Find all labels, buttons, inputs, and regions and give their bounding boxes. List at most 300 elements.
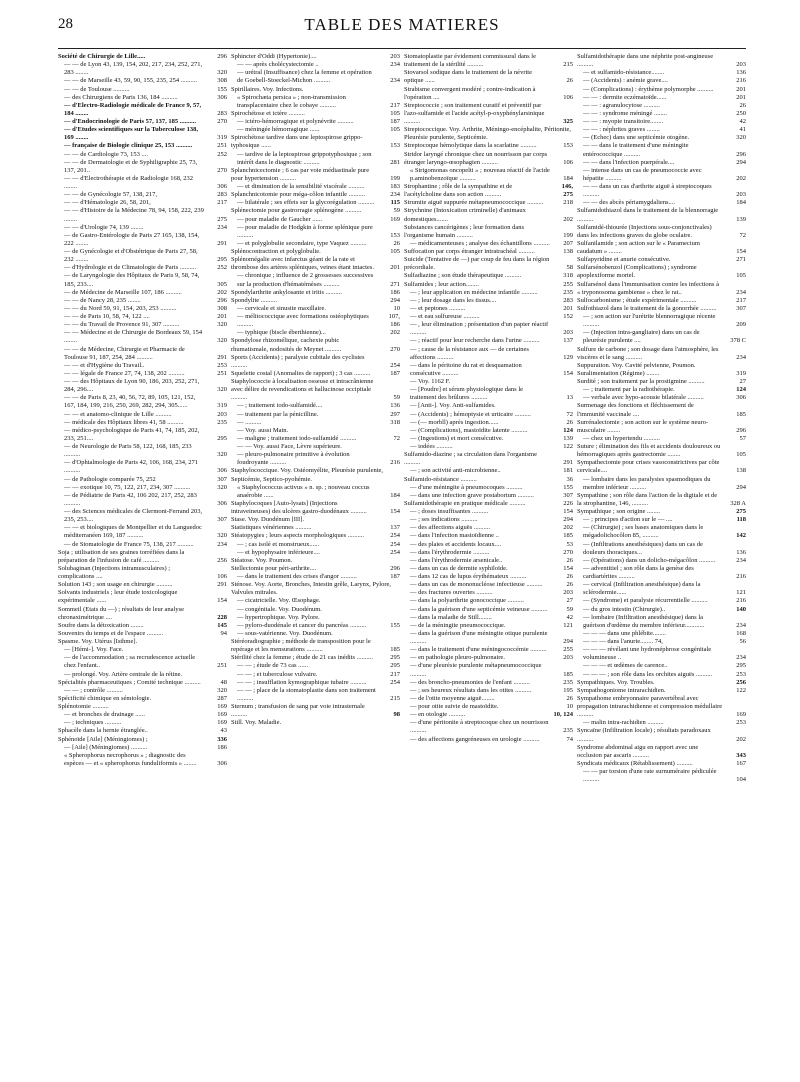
index-entry [231, 240, 400, 248]
index-entry [577, 516, 746, 524]
index-entry [577, 443, 746, 459]
entry-page-ref: 328 A [730, 499, 746, 507]
index-entry [58, 297, 227, 305]
index-entry [404, 532, 573, 540]
entry-term: — sous-vatérienne. Voy. Duodénum. [237, 629, 333, 637]
entry-term: — — légale de France 27, 74, 138, 202 .......... [64, 369, 185, 377]
entry-page-ref: 216 [736, 77, 746, 85]
index-entry [58, 541, 227, 549]
entry-term: — bilatérale ; ses effets sur la glycorégulation .......... [237, 199, 375, 207]
entry-term: Streptocoque hémolytique dans la scarlatine .......... [404, 142, 537, 150]
entry-page-ref: 320 [217, 321, 227, 329]
entry-page-ref: 43 [220, 727, 227, 735]
index-entry [404, 142, 573, 150]
index-entry [404, 500, 573, 508]
index-entry [231, 313, 400, 329]
index-entry [404, 305, 573, 313]
index-entry [404, 606, 573, 614]
entry-term: Sulfamido-diazine ; sa circulation dans l'organisme .......... [404, 451, 538, 467]
index-entry [231, 289, 400, 297]
index-entry [577, 264, 746, 280]
entry-term: — chronique ; influence de 2 grossesses successives sur la production d'hématémèses .......... [237, 272, 374, 288]
entry-page-ref: 201 [390, 264, 400, 272]
index-entry [58, 248, 227, 264]
entry-term: — ; son action sur l'urétrite blennorragique récente .......... [583, 313, 716, 329]
entry-term: — — ; contrôle .......... [64, 686, 123, 694]
entry-term: — dans la guérison d'une septicémie veineuse .......... [410, 605, 548, 613]
entry-page-ref: 26 [566, 77, 573, 85]
entry-term: Strumite aiguë suppurée métapneumococcique .......... [404, 199, 544, 207]
entry-page-ref: 169 [217, 719, 227, 727]
index-entry [231, 549, 400, 557]
entry-term: Syncaïne (Infiltration locale) ; résultats paradoxaux .......... [577, 727, 711, 743]
entry-term: — lombaire dans les paralysies spasmodiques du membre inférieur .......... [583, 475, 711, 491]
entry-term: — des affections aiguës .......... [410, 524, 491, 532]
index-entry [58, 86, 227, 94]
entry-term: — de la méningite pneumococcique. [410, 621, 506, 629]
index-entry [58, 394, 227, 410]
entry-page-ref: 185 [563, 670, 573, 678]
entry-page-ref: 57 [739, 434, 746, 442]
index-entry [58, 411, 227, 419]
entry-page-ref: 307 [217, 516, 227, 524]
entry-page-ref: 26 [566, 581, 573, 589]
entry-page-ref: 203 [217, 410, 227, 418]
entry-page-ref: 115 [390, 199, 400, 207]
entry-page-ref: 234 [390, 191, 400, 199]
entry-term: Syndrome abdominal aigu en rapport avec une occlusion par ascaris .......... [577, 743, 699, 759]
entry-term: — (Injection intra-gangliaire) dans un cas de pleurésie purulente .... [583, 329, 700, 345]
entry-term: Surmenage des fonctions et fléchissement de l'immunité vaccinale .... [577, 402, 694, 418]
entry-term: — de Gynécologie et d'Obstétrique de Paris 27, 58, 232 ........ [64, 248, 198, 264]
entry-term: — Voy. aussi Main. [237, 426, 289, 434]
index-entry [231, 524, 400, 532]
entry-term: — — du Travail de Provence 91, 307 .......... [64, 321, 180, 329]
entry-page-ref: 235 [563, 288, 573, 296]
index-entry [231, 354, 400, 370]
index-entry [231, 671, 400, 679]
entry-term: Sympathome embryonnaire paravertébral avec propagation intrarachidienne et compression médullaire .......... [577, 694, 723, 719]
index-entry [58, 346, 227, 362]
index-entry [577, 614, 746, 630]
index-entry [404, 313, 573, 321]
entry-page-ref: 187 [390, 369, 400, 377]
entry-page-ref: 155 [563, 483, 573, 491]
index-entry [231, 703, 400, 719]
entry-page-ref: 217 [217, 199, 227, 207]
entry-page-ref: 154 [390, 508, 400, 515]
entry-term: Sulfamidothérapie en pratique médicale .......... [404, 499, 526, 507]
entry-term: Solubaginan (Injections intramusculaires) ; complications .... [58, 564, 171, 580]
entry-page-ref: 318 [390, 418, 400, 426]
index-columns [58, 53, 746, 784]
entry-page-ref: 320 [217, 451, 227, 459]
entry-page-ref: 251 [217, 662, 227, 670]
index-entry [404, 630, 573, 646]
entry-term: Sports (Accidents) ; paralysie cubitale des cyclistes .......... [231, 353, 365, 369]
index-entry [404, 687, 573, 695]
index-entry [577, 646, 746, 662]
index-entry [231, 370, 400, 378]
entry-page-ref: 72 [739, 231, 746, 239]
index-entry [231, 435, 400, 443]
entry-page-ref: 291 [217, 581, 227, 589]
index-entry [404, 346, 573, 362]
entry-term: — ; cas isolé et monstrueux...... [237, 540, 320, 548]
entry-term: Spondylite .......... [231, 296, 278, 304]
entry-term: — — des abcès périamygdaliens.... [583, 199, 676, 207]
entry-page-ref: 202 [390, 329, 400, 337]
entry-page-ref: 307 [217, 475, 227, 483]
entry-term: — (Infiltrations anesthésiques) dans un cas de douleurs thoraciques... [583, 540, 703, 556]
entry-page-ref: 56 [739, 638, 746, 645]
index-entry [404, 443, 573, 451]
index-entry [404, 240, 573, 248]
index-entry [404, 646, 573, 654]
entry-page-ref: 59 [566, 605, 573, 613]
entry-term: — d'Hydrologie et de Climatologie de Paris .......... [64, 264, 197, 272]
index-entry [58, 419, 227, 427]
index-entry [577, 638, 746, 646]
entry-term: Splénocontraction et polyglobulie. [231, 248, 321, 255]
index-entry [58, 142, 227, 150]
entry-page-ref: 234 [390, 61, 400, 69]
entry-page-ref: 215 [563, 61, 573, 69]
index-column [231, 53, 400, 784]
index-entry [58, 727, 227, 735]
entry-page-ref: 306 [217, 759, 227, 767]
entry-term: Spirillaires. Voy. Infections. [231, 85, 304, 93]
index-entry [231, 443, 400, 451]
index-entry [58, 695, 227, 703]
entry-term: — (Echec) dans une septicémie otogène. [583, 134, 690, 142]
entry-term: — (Syndrome) et paralysie récurrentielle .......... [583, 597, 708, 605]
index-entry [577, 687, 746, 695]
entry-term: — ; son activité anti-microbienne.. [410, 467, 501, 475]
entry-term: — — d'Hématologie 26, 58, 201, [64, 199, 151, 207]
entry-term: — et bronches de drainage ...... [64, 711, 146, 719]
entry-term: — — de Cardiologie 73, 153 .... [64, 150, 148, 158]
entry-term: Stase. Voy. Duodénum [III]. [231, 516, 304, 524]
header-rule [58, 48, 746, 49]
entry-page-ref: 306 [217, 183, 227, 190]
entry-term: — — d'Histoire de la Médecine 78, 94, 158, 222, 239 ........ [64, 207, 204, 223]
index-entry [231, 597, 400, 605]
entry-page-ref: 94 [220, 629, 227, 637]
entry-term: — — ; étude de 73 cas ...... [237, 662, 308, 670]
index-entry [577, 541, 746, 557]
entry-term: — — Voy. aussi Face, Lèvre supérieure. [237, 443, 342, 450]
index-entry [58, 207, 227, 223]
entry-term: — — de Lyon 43, 139, 154, 202, 217, 234, 252, 271, 283 ........ [64, 61, 203, 77]
index-entry [58, 224, 227, 232]
index-column [577, 53, 746, 784]
entry-term: — et hypophysaire inférieure.... [237, 548, 320, 556]
entry-page-ref: 275 [217, 215, 227, 223]
index-entry [58, 459, 227, 475]
entry-page-ref: 26 [739, 101, 746, 109]
entry-term: — — de Marseille 43, 59, 90, 155, 235, 254 .......... [64, 77, 198, 85]
index-entry [577, 557, 746, 565]
entry-term: Sympathogoniome intrarachidien. [577, 686, 666, 694]
entry-page-ref: 226 [563, 499, 573, 507]
entry-term: — — de Nancy 28, 235 ........ [64, 296, 141, 304]
index-entry [231, 118, 400, 126]
entry-page-ref: 187 [390, 118, 400, 125]
entry-term: — lombaire (Infiltration anesthésique) dans la guérison d'œdème du membre inférieur............ [583, 613, 705, 629]
entry-term: — — : myopie transitoire........ [583, 118, 664, 125]
index-entry [58, 272, 227, 288]
index-entry [577, 329, 746, 345]
entry-page-ref: 26 [566, 573, 573, 580]
entry-page-ref: 307 [563, 491, 573, 499]
entry-page-ref: 250 [736, 109, 746, 117]
entry-term: — dans l'érythrodermie arsenicale.. [410, 556, 503, 564]
entry-term: — verbale avec hypo-acousie bilatérale .......... [583, 394, 704, 402]
index-entry [231, 573, 400, 581]
index-entry [58, 289, 227, 297]
entry-term: — intense dans un cas de pneumococcie avec hépatite .......... [583, 166, 702, 182]
index-entry [58, 565, 227, 581]
index-entry [231, 662, 400, 670]
entry-term: — d'Etudes scientifiques sur la Tuberculose 138, 169 ........ [64, 126, 198, 142]
entry-page-ref: 234 [217, 223, 227, 231]
index-entry [231, 151, 400, 167]
entry-term: Sulfamides ; leur action........ [404, 280, 479, 288]
entry-page-ref: 234 [736, 654, 746, 662]
index-entry [404, 484, 573, 492]
index-entry [58, 646, 227, 654]
entry-term: — des plaies et accidents locaux.... [410, 540, 502, 548]
entry-page-ref: 217 [736, 296, 746, 304]
entry-page-ref: 271 [390, 280, 400, 288]
index-entry [58, 549, 227, 565]
entry-page-ref: 209 [736, 321, 746, 329]
entry-term: — — — et œdèmes de carence.. [583, 662, 668, 670]
entry-term: — ; leur application en médecine infantile .......... [410, 288, 538, 296]
entry-term: — (Opérations) dans un dolicho-mégacôlon .......... [583, 556, 716, 564]
entry-page-ref: 203 [563, 589, 573, 597]
entry-term: — de Stomatologie de France 75, 138, 217 .......... [64, 540, 194, 548]
entry-term: — iodées .......... [410, 443, 453, 450]
entry-page-ref: 10, 124 [553, 711, 573, 719]
entry-page-ref: 297 [390, 410, 400, 418]
index-entry [58, 264, 227, 272]
index-entry [577, 727, 746, 743]
entry-term: Sulfothiazol dans le traitement de la gonorrhée .......... [577, 304, 717, 312]
index-entry [58, 589, 227, 605]
entry-term: — en pathologie pleuro-pulmonaire. [410, 654, 505, 662]
entry-term: — des broncho-pneumonies de l'enfant .......... [410, 678, 530, 686]
index-entry [58, 736, 227, 744]
index-entry [404, 427, 573, 435]
entry-page-ref: 138 [563, 248, 573, 255]
entry-page-ref: 186 [390, 288, 400, 296]
entry-page-ref: 217 [390, 101, 400, 109]
index-entry [58, 370, 227, 378]
entry-term: Splanchnicectomie ; 6 cas par voie médiastinale pure pour hypertension .......... [231, 166, 370, 182]
entry-term: — — exotique 10, 75, 122, 217, 234, 307 .......... [64, 483, 191, 491]
index-entry [231, 606, 400, 614]
entry-page-ref: 207 [563, 239, 573, 247]
index-entry [404, 557, 573, 565]
index-entry [231, 126, 400, 134]
index-entry [231, 451, 400, 467]
entry-term: Splénomégalie avec infarctus géant de la rate et thrombose des artères spléniques, veines étant intactes. [231, 256, 374, 272]
entry-term: Sulfocarbonisme ; étude expérimentale .......... [577, 296, 697, 304]
entry-term: — de Gastro-Entérologie de Paris 27 165, 138, 154, 222 ........ [64, 231, 200, 247]
entry-page-ref: 252 [217, 150, 227, 158]
entry-term: — médicale des Hôpitaux libres 41, 58 .......... [64, 418, 184, 426]
entry-term: Staphylococcique. Voy. Ostéomyélite, Pleurésie purulente, Septicémie, Septico-pyohémie. [231, 467, 384, 483]
index-entry [231, 94, 400, 110]
entry-page-ref: 185 [390, 646, 400, 654]
entry-term: — (Accidents) : anémie grave.... [583, 77, 668, 85]
entry-page-ref: 27 [566, 597, 573, 605]
index-entry [404, 419, 573, 427]
index-entry [404, 199, 573, 207]
entry-page-ref: 107, 186 [388, 313, 400, 329]
index-entry [404, 581, 573, 589]
entry-page-ref: 306 [736, 394, 746, 402]
index-entry [231, 638, 400, 654]
index-entry [231, 329, 400, 337]
index-entry [577, 126, 746, 134]
index-entry [58, 606, 227, 622]
index-entry [58, 581, 227, 589]
entry-page-ref: 53 [566, 540, 573, 548]
entry-term: Sulfamidothérapie dans une néphrite post-angineuse .......... [577, 53, 714, 69]
entry-page-ref: 216 [736, 597, 746, 605]
entry-page-ref: 287 [217, 694, 227, 702]
index-entry [577, 362, 746, 370]
index-entry [577, 402, 746, 418]
index-entry [58, 630, 227, 638]
entry-term: Stéatopygies ; leurs aspects morphologiques .......... [231, 532, 365, 540]
index-entry [58, 61, 227, 77]
entry-term: — — Médecine et de Chirurgie de Bordeaux 59, 154 ........ [64, 329, 203, 345]
entry-term: Sulfarsénobenzol (Complications) ; syndrome apoplexiforme mortel. [577, 264, 697, 280]
entry-page-ref: 42 [566, 613, 573, 621]
entry-page-ref: 169 [390, 215, 400, 223]
index-entry [577, 719, 746, 727]
entry-term: — de Neurologie de Paris 58, 122, 168, 185, 233 .......... [64, 443, 192, 459]
index-entry [577, 370, 746, 378]
entry-term: — — — révélant une hydronéphrose congénitale volumineuse .. [583, 646, 712, 662]
entry-term: Strophantine ; rôle de la sympathine et de l'acétylcholine dans son action .......... [404, 183, 513, 199]
entry-page-ref: 59 [393, 394, 400, 402]
entry-term: — (Ingestions) et mort consécutive. [410, 434, 504, 442]
index-entry [58, 159, 227, 175]
index-entry [577, 159, 746, 167]
entry-term: — — : néphrites graves ........ [583, 126, 660, 134]
entry-term: — des fractures ouvertes .......... [410, 589, 493, 597]
entry-term: — et eau sulfureuse .......... [410, 313, 480, 320]
entry-term: — tardive de la leptospirose grippotyphosique ; son intérêt dans le diagnostic .......... [237, 150, 372, 166]
index-entry [58, 752, 227, 768]
entry-page-ref: 203 [563, 654, 573, 662]
entry-page-ref: 256 [217, 556, 227, 564]
index-entry [231, 565, 400, 573]
entry-term: — hypertrophique. Voy. Pylore. [237, 613, 320, 621]
index-entry [577, 110, 746, 118]
entry-page-ref: 106 [563, 158, 573, 166]
entry-term: — [Poudre] et sérum physiologique dans le traitement des brûlures .......... [410, 386, 524, 402]
entry-page-ref: 217 [390, 670, 400, 678]
index-entry [404, 654, 573, 662]
index-entry [58, 102, 227, 118]
entry-page-ref: 183 [390, 183, 400, 190]
index-column [404, 53, 573, 784]
index-entry [577, 313, 746, 329]
entry-page-ref: 201 [217, 313, 227, 320]
entry-page-ref: 307 [736, 304, 746, 312]
entry-page-ref: 291 [217, 239, 227, 247]
entry-term: Sulfapyridine et anurie consécutive. [577, 256, 671, 264]
entry-page-ref: 145 [217, 621, 227, 629]
entry-term: Surrénalectomie ; son action sur le système neuro-musculaire ........ [577, 418, 709, 434]
entry-page-ref: 203 [390, 53, 400, 60]
entry-term: Société de Chirurgie de Lille..... [58, 53, 146, 60]
entry-page-ref: 105 [390, 126, 400, 134]
entry-term: Stérilité chez la femme ; étude de 21 cas inédits .......... [231, 654, 373, 662]
entry-term: Squelette costal (Anomalies de rapport) ; 3 cas .......... [231, 369, 371, 377]
entry-term: Spécialités pharmaceutiques ; Comité technique .......... [58, 678, 201, 686]
entry-term: — — de Médecine, Chirurgie et Pharmacie de Toulouse 91, 187, 254, 284 .......... [64, 345, 185, 361]
entry-term: — d'une péritonite à streptocoque chez un nourrisson .......... [410, 719, 549, 735]
entry-page-ref: 167 [736, 759, 746, 767]
index-entry [404, 541, 573, 549]
index-entry [231, 297, 400, 305]
index-entry [577, 671, 746, 679]
page-header [58, 14, 746, 36]
entry-term: Sulfarsénol dans l'immunisation contre les infections à « tryponosoma gambiense » chez le rat.. [577, 280, 719, 296]
index-entry [577, 760, 746, 768]
entry-page-ref: 215 [390, 694, 400, 702]
index-entry [231, 272, 400, 288]
index-entry [231, 541, 400, 549]
entry-term: — — de Gynécologie 57, 138, 217, [64, 191, 157, 199]
entry-page-ref: 253 [217, 361, 227, 369]
entry-term: Spondylarthrite ankylosante et iritis .......... [231, 288, 342, 296]
entry-term: Suffocation par corps étranger intratrachéal .......... [404, 248, 535, 255]
index-entry [58, 53, 227, 61]
index-entry [231, 679, 400, 687]
index-entry [577, 476, 746, 492]
entry-term: — (Accidents) ; hémoptysie et urticaire .......... [410, 410, 531, 418]
index-entry [404, 451, 573, 467]
entry-term: — prolongé. Voy. Artère centrale de la rétine. [64, 670, 183, 678]
index-entry [404, 151, 573, 167]
index-entry [404, 492, 573, 500]
entry-term: Souvenirs du temps et de l'espace .......... [58, 629, 164, 637]
entry-page-ref: 169 [736, 711, 746, 719]
entry-page-ref: 254 [390, 532, 400, 540]
entry-page-ref: 26 [393, 239, 400, 247]
entry-term: — chez un hypertendu .......... [583, 434, 660, 442]
entry-term: Sphénoïde [Aile] (Méningiomes) ; [58, 735, 148, 743]
entry-term: — mélitococcique avec formations ostéophytiques .......... [237, 313, 369, 329]
entry-term: — [Anti-]. Voy. Anti-sulfamides. [410, 402, 496, 410]
index-entry [404, 549, 573, 557]
entry-term: — pleuro-pulmonaire primitive à évolution foudroyante .......... [237, 451, 350, 467]
entry-page-ref: 320 [736, 134, 746, 142]
entry-page-ref: 320 [217, 483, 227, 491]
entry-page-ref: 291 [217, 353, 227, 361]
entry-page-ref: 168 [736, 629, 746, 637]
index-entry [404, 53, 573, 69]
entry-page-ref: 72 [566, 410, 573, 418]
